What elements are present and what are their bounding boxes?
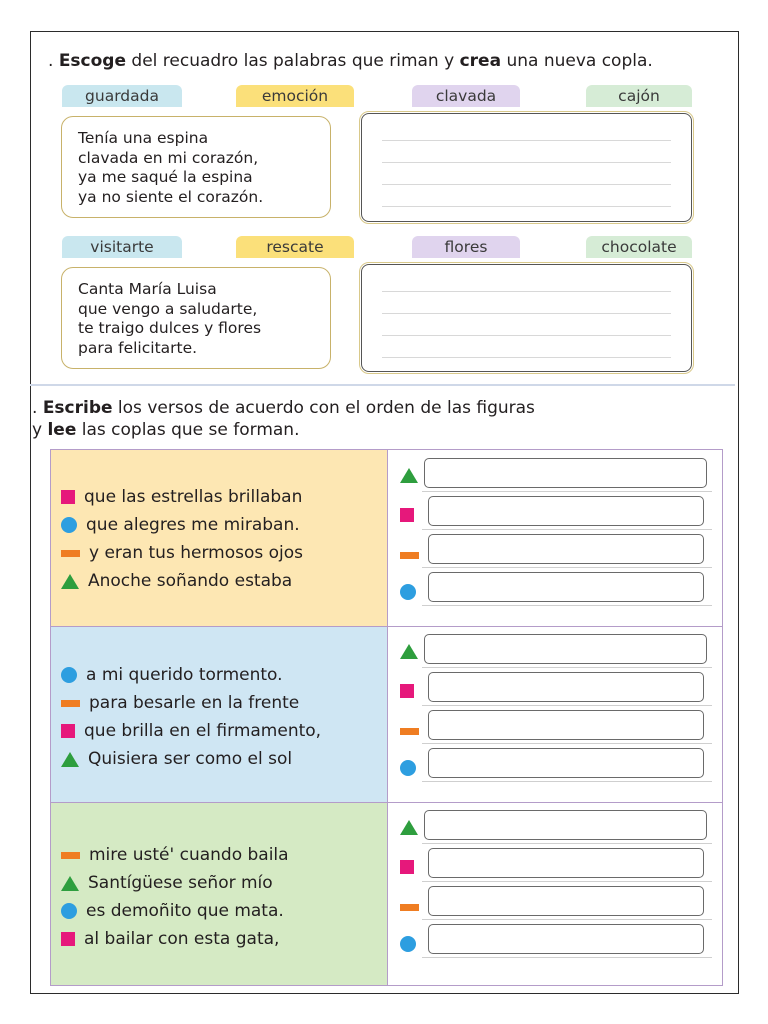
circle-icon [61, 517, 77, 533]
poem-line: para felicitarte. [78, 338, 198, 357]
circle-icon [400, 760, 416, 776]
poem-box-1 [61, 116, 331, 218]
verse-text: que alegres me miraban. [86, 515, 300, 535]
poem-line: Tenía una espina [78, 129, 209, 147]
square-icon [400, 508, 414, 522]
verse-text: Anoche soñando estaba [88, 571, 293, 591]
triangle-icon [400, 820, 418, 835]
triangle-icon [400, 468, 418, 483]
circle-icon [61, 903, 77, 919]
bar-icon [61, 550, 80, 557]
answer-input[interactable] [428, 710, 704, 740]
word-tag: visitarte [62, 236, 182, 258]
word-tag: cajón [586, 85, 692, 107]
answer-input[interactable] [428, 848, 704, 878]
poem-line: ya no siente el corazón. [78, 187, 264, 206]
verse-text: Santígüese señor mío [88, 873, 273, 893]
circle-icon [61, 667, 77, 683]
new-copla-area-2[interactable] [361, 264, 692, 372]
triangle-icon [61, 876, 79, 891]
square-icon [61, 724, 75, 738]
answer-input[interactable] [428, 534, 704, 564]
square-icon [400, 684, 414, 698]
verse-cell [51, 450, 388, 626]
poem-line: clavada en mi corazón, [78, 148, 259, 167]
activity1-instruction: . Escoge del recuadro las palabras que riman y crea una nueva copla. [48, 51, 653, 71]
verse-line [61, 570, 292, 592]
answer-input[interactable] [428, 886, 704, 916]
new-copla-area-1[interactable] [361, 113, 692, 222]
writing-line [422, 957, 712, 958]
poem-line: Canta María Luisa [78, 280, 217, 298]
writing-line [422, 491, 712, 492]
verse-line [61, 514, 300, 536]
verse-line [61, 844, 289, 866]
square-icon [400, 860, 414, 874]
triangle-icon [61, 752, 79, 767]
bar-icon [400, 728, 419, 735]
word-tag: flores [412, 236, 520, 258]
writing-line [422, 667, 712, 668]
verse-line [61, 928, 279, 950]
square-icon [61, 490, 75, 504]
verse-table [50, 449, 723, 986]
circle-icon [400, 584, 416, 600]
verse-text: al bailar con esta gata, [84, 929, 280, 949]
answer-input[interactable] [428, 672, 704, 702]
circle-icon [400, 936, 416, 952]
verse-line [61, 872, 273, 894]
bar-icon [400, 552, 419, 559]
writing-line [422, 743, 712, 744]
row-divider [51, 626, 722, 627]
verse-line [61, 664, 283, 686]
writing-line [422, 705, 712, 706]
answer-cell [388, 450, 722, 626]
writing-line [422, 919, 712, 920]
verse-line [61, 486, 302, 508]
answer-input[interactable] [428, 748, 704, 778]
verse-cell [51, 626, 388, 802]
bar-icon [61, 852, 80, 859]
verse-text: que brilla en el firmamento, [84, 721, 322, 741]
verse-text: es demoñito que mata. [86, 901, 284, 921]
verse-cell [51, 802, 388, 985]
answer-cell [388, 626, 722, 802]
writing-line [422, 781, 712, 782]
writing-line [422, 881, 712, 882]
word-tag: rescate [236, 236, 354, 258]
writing-line [422, 529, 712, 530]
answer-input[interactable] [428, 496, 704, 526]
verse-text: a mi querido tormento. [86, 665, 283, 685]
answer-input[interactable] [424, 458, 707, 488]
writing-line [422, 605, 712, 606]
bar-icon [400, 904, 419, 911]
triangle-icon [61, 574, 79, 589]
verse-text: y eran tus hermosos ojos [89, 543, 303, 563]
square-icon [61, 932, 75, 946]
poem-line: que vengo a saludarte, [78, 299, 258, 318]
verse-text: que las estrellas brillaban [84, 487, 303, 507]
bar-icon [61, 700, 80, 707]
verse-text: mire usté' cuando baila [89, 845, 289, 865]
answer-cell [388, 802, 722, 985]
verse-line [61, 748, 292, 770]
answer-input[interactable] [428, 924, 704, 954]
verse-line [61, 720, 321, 742]
word-tag: guardada [62, 85, 182, 107]
triangle-icon [400, 644, 418, 659]
answer-input[interactable] [424, 634, 707, 664]
verse-line [61, 692, 299, 714]
row-divider [51, 802, 722, 803]
answer-input[interactable] [424, 810, 707, 840]
verse-text: Quisiera ser como el sol [88, 749, 293, 769]
poem-line: ya me saqué la espina [78, 168, 253, 186]
poem-box-2 [61, 267, 331, 369]
writing-line [422, 567, 712, 568]
verse-text: para besarle en la frente [89, 693, 300, 713]
activity2-instruction: . Escribe los versos de acuerdo con el orden de las figuras y lee las coplas que se forman. [32, 398, 535, 440]
answer-input[interactable] [428, 572, 704, 602]
writing-line [422, 843, 712, 844]
poem-line: te traigo dulces y flores [78, 319, 262, 337]
verse-line [61, 900, 284, 922]
verse-line [61, 542, 303, 564]
word-tag: clavada [412, 85, 520, 107]
section-divider [30, 384, 735, 386]
word-tag: emoción [236, 85, 354, 107]
word-tag: chocolate [586, 236, 692, 258]
